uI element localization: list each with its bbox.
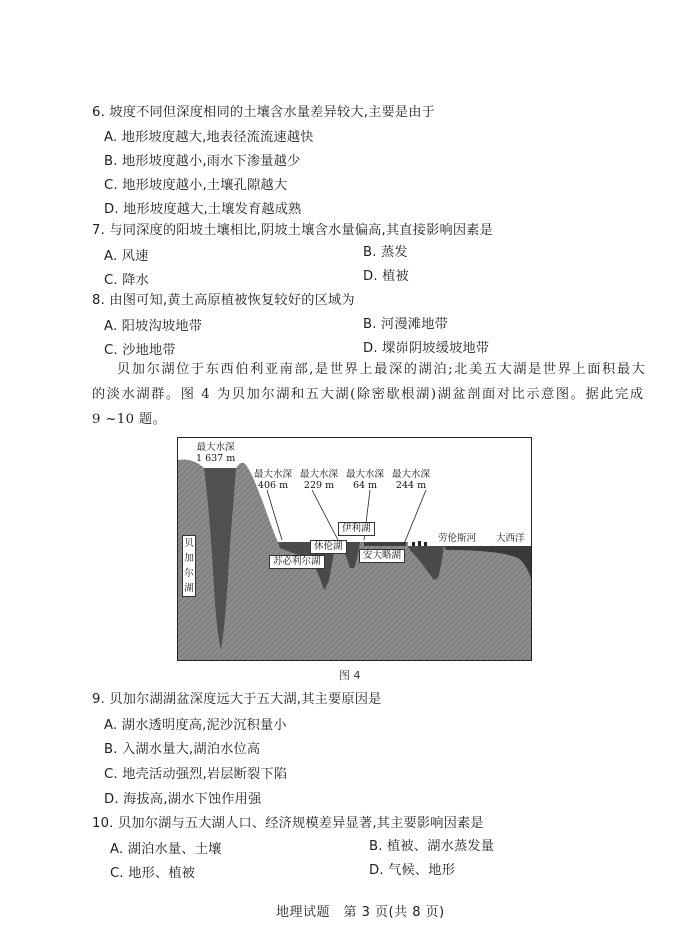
lake-basin-profile-diagram <box>177 437 532 661</box>
baikal-lake-label <box>182 535 196 597</box>
question-6-option-d: D. 地形坡度越大,土壤发育越成熟 <box>104 202 302 217</box>
depth-title: 最大水深 <box>196 442 235 453</box>
depth-value: 244 m <box>395 480 427 491</box>
question-9-option-c: C. 地壳活动强烈,岩层断裂下陷 <box>104 767 288 782</box>
baikal-lake-text: 贝加尔湖 <box>184 538 194 594</box>
question-10-option-d: D. 气候、地形 <box>369 863 456 878</box>
question-10-option-b: B. 植被、湖水蒸发量 <box>369 839 495 854</box>
depth-value: 1 637 m <box>196 453 236 464</box>
passage-line-3: 9 ~10 题。 <box>92 412 167 427</box>
passage-line-2: 的淡水湖群。图 4 为贝加尔湖和五大湖(除密歇根湖)湖盆剖面对比示意图。据此完成 <box>92 387 645 402</box>
question-8-option-a: A. 阳坡沟坡地带 <box>104 319 203 334</box>
question-8-stem: 8. 由图可知,黄土高原植被恢复较好的区域为 <box>92 293 355 308</box>
question-9-option-d: D. 海拔高,湖水下蚀作用强 <box>104 792 262 807</box>
superior-depth-label <box>254 469 292 491</box>
question-10-option-c: C. 地形、植被 <box>110 866 196 881</box>
question-6-stem: 6. 坡度不同但深度相同的土壤含水量差异较大,主要是由于 <box>92 105 436 120</box>
question-6-option-a: A. 地形坡度越大,地表径流流速越快 <box>104 130 314 145</box>
question-8-option-c: C. 沙地地带 <box>104 343 176 358</box>
question-10-option-a: A. 湖泊水量、土壤 <box>110 842 222 857</box>
question-7-option-a: A. 风速 <box>104 249 149 264</box>
question-6-option-c: C. 地形坡度越小,土壤孔隙越大 <box>104 178 288 193</box>
question-7-option-d: D. 植被 <box>363 269 409 284</box>
depth-value: 64 m <box>352 480 378 491</box>
depth-title: 最大水深 <box>346 469 385 480</box>
huron-depth-label <box>300 469 338 491</box>
huron-lake-label: 休伦湖 <box>310 540 347 554</box>
passage-line-1: 贝加尔湖位于东西伯利亚南部,是世界上最深的湖泊;北美五大湖是世界上面积最大 <box>117 362 647 377</box>
page-footer: 地理试题 第 3 页(共 8 页) <box>276 905 445 920</box>
question-8-option-b: B. 河漫滩地带 <box>363 317 448 332</box>
ontario-lake-label: 安大略湖 <box>359 549 405 563</box>
figure-caption: 图 4 <box>339 669 361 682</box>
atlantic-ocean-label: 大西洋 <box>496 533 525 544</box>
depth-title: 最大水深 <box>300 469 339 480</box>
question-8-option-d: D. 墚峁阴坡缓坡地带 <box>363 341 490 356</box>
depth-value: 406 m <box>257 480 289 491</box>
question-9-option-b: B. 入湖水量大,湖泊水位高 <box>104 742 261 757</box>
question-9-option-a: A. 湖水透明度高,泥沙沉积量小 <box>104 718 287 733</box>
question-9-stem: 9. 贝加尔湖湖盆深度远大于五大湖,其主要原因是 <box>92 692 382 707</box>
baikal-depth-label <box>196 442 235 464</box>
depth-value: 229 m <box>303 480 335 491</box>
depth-title: 最大水深 <box>392 469 431 480</box>
erie-depth-label <box>346 469 384 491</box>
question-7-option-c: C. 降水 <box>104 273 149 288</box>
question-7-option-b: B. 蒸发 <box>363 245 408 260</box>
depth-title: 最大水深 <box>254 469 293 480</box>
ontario-depth-label <box>392 469 430 491</box>
question-7-stem: 7. 与同深度的阳坡土壤相比,阴坡土壤含水量偏高,其直接影响因素是 <box>92 223 494 238</box>
superior-lake-label: 苏必利尔湖 <box>269 555 325 569</box>
question-10-stem: 10. 贝加尔湖与五大湖人口、经济规模差异显著,其主要影响因素是 <box>92 816 484 831</box>
question-6-option-b: B. 地形坡度越小,雨水下渗量越少 <box>104 154 301 169</box>
erie-lake-label: 伊利湖 <box>338 522 375 536</box>
st-lawrence-river-label: 劳伦斯河 <box>438 533 477 544</box>
